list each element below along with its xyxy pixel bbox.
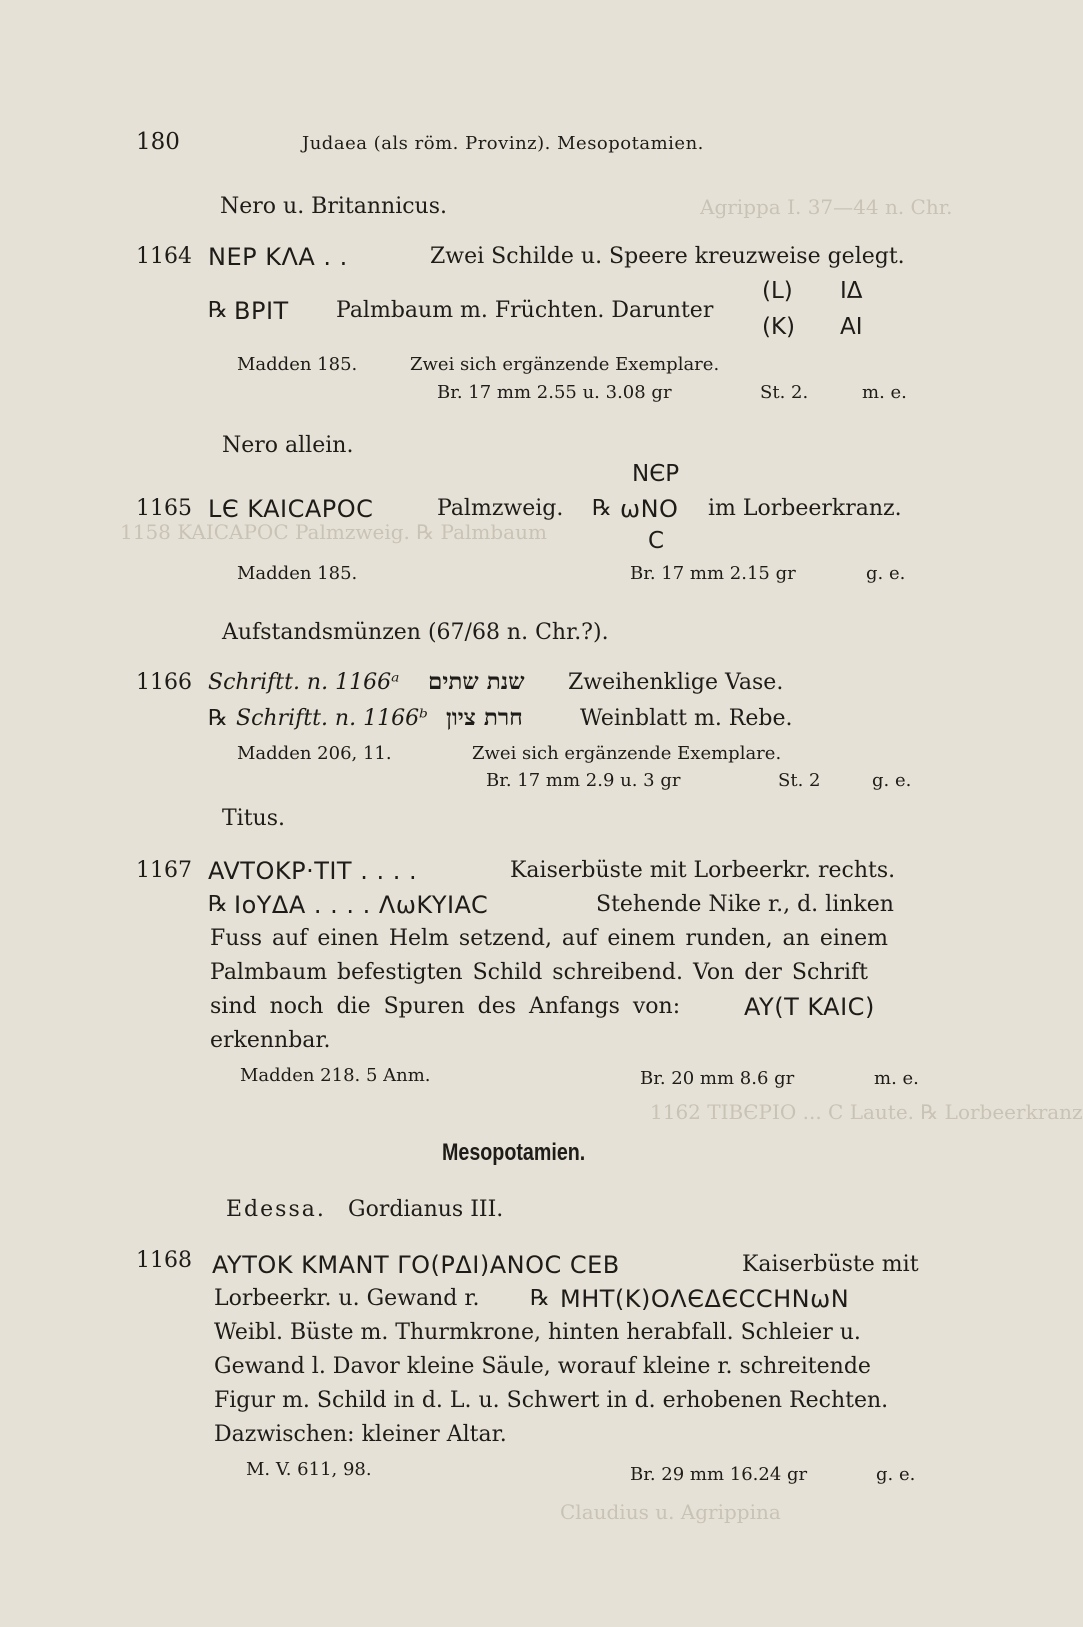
section-heading: Nero allein. bbox=[222, 433, 354, 458]
ruler-name: Gordianus III. bbox=[348, 1197, 504, 1222]
reverse-description: Palmbaum m. Früchten. Darunter bbox=[336, 298, 714, 323]
obverse-description: Kaiserbüste mit bbox=[742, 1252, 919, 1277]
reverse-description: im Lorbeerkranz. bbox=[708, 496, 902, 521]
hebrew-legend: שנת שתים bbox=[428, 668, 525, 695]
obverse-legend: LЄ KAICAPOC bbox=[208, 495, 374, 523]
reference: M. V. 611, 98. bbox=[246, 1459, 372, 1480]
date-variant: AI bbox=[840, 314, 863, 340]
reference: Madden 185. bbox=[237, 354, 358, 375]
section-title: Mesopotamien. bbox=[442, 1139, 586, 1166]
bleed-through-text: Claudius u. Agrippina bbox=[560, 1500, 781, 1524]
obverse-legend: AVTOKP·TIT . . . . bbox=[208, 857, 418, 885]
bleed-through-text: Agrippa I. 37—44 n. Chr. bbox=[700, 195, 953, 219]
description-line: Lorbeerkr. u. Gewand r. bbox=[214, 1286, 480, 1311]
grade: m. e. bbox=[874, 1068, 919, 1089]
reference: Madden 206, 11. bbox=[237, 743, 392, 764]
grade: g. e. bbox=[872, 770, 912, 791]
obverse-legend: AYTOK KMANT ΓO(PΔI)ANOC CEB bbox=[212, 1251, 620, 1279]
inline-legend: AY(T KAIC) bbox=[744, 993, 875, 1021]
reverse-legend-bottom: C bbox=[648, 528, 665, 554]
obverse-legend: Schriftt. n. 1166ᵃ bbox=[208, 670, 400, 695]
reverse-legend: Schriftt. n. 1166ᵇ bbox=[236, 706, 428, 731]
description-line: sind noch die Spuren des Anfangs von: bbox=[210, 994, 681, 1019]
entry-number: 1164 bbox=[136, 244, 192, 269]
section-heading: Titus. bbox=[222, 806, 286, 831]
section-heading: Aufstandsmünzen (67/68 n. Chr.?). bbox=[222, 620, 609, 645]
note: Zwei sich ergänzende Exemplare. bbox=[410, 354, 720, 375]
grade: g. e. bbox=[876, 1464, 916, 1485]
reverse-legend: MHT(K)OΛЄΔЄCCHNωN bbox=[560, 1285, 850, 1313]
description-line: Fuss auf einen Helm setzend, auf einem runden, an einem bbox=[210, 926, 888, 951]
reference: Madden 185. bbox=[237, 563, 358, 584]
specimen-size: Br. 17 mm 2.9 u. 3 gr bbox=[486, 770, 681, 791]
description-line: Weibl. Büste m. Thurmkrone, hinten herabfall. Schleier u. bbox=[214, 1320, 861, 1345]
reverse-sign: ℞ bbox=[208, 706, 228, 731]
bleed-through-text: 1158 KAICAPOC Palmzweig. ℞ Palmbaum bbox=[120, 520, 547, 544]
entry-number: 1165 bbox=[136, 496, 192, 521]
reference: Madden 218. 5 Anm. bbox=[240, 1065, 431, 1086]
mint-name: Edessa. bbox=[226, 1197, 326, 1222]
reverse-legend: IoYΔA . . . . ΛωKYIAC bbox=[234, 891, 489, 919]
specimen-count: St. 2. bbox=[760, 382, 809, 403]
obverse-description: Zweihenklige Vase. bbox=[568, 670, 784, 695]
page-number: 180 bbox=[136, 129, 180, 155]
reverse-sign: ℞ bbox=[592, 496, 612, 521]
reverse-legend: BPIT bbox=[234, 297, 289, 325]
description-line: Figur m. Schild in d. L. u. Schwert in d. erhobenen Rechten. bbox=[214, 1388, 889, 1413]
description-line: Dazwischen: kleiner Altar. bbox=[214, 1422, 507, 1447]
reverse-description: Stehende Nike r., d. linken bbox=[596, 892, 894, 917]
obverse-description: Kaiserbüste mit Lorbeerkr. rechts. bbox=[510, 858, 896, 883]
reverse-sign: ℞ bbox=[530, 1286, 550, 1311]
obverse-legend: NEP KΛA . . bbox=[208, 243, 348, 271]
date-variant: IΔ bbox=[840, 278, 863, 304]
grade: m. e. bbox=[862, 382, 907, 403]
specimen-size: Br. 17 mm 2.15 gr bbox=[630, 563, 796, 584]
grade: g. e. bbox=[866, 563, 906, 584]
description-line: Gewand l. Davor kleine Säule, worauf kleine r. schreitende bbox=[214, 1354, 871, 1379]
hebrew-legend: חרת ציון bbox=[446, 704, 523, 731]
description-line: Palmbaum befestigten Schild schreibend. Von der Schrift bbox=[210, 960, 868, 985]
specimen-size: Br. 29 mm 16.24 gr bbox=[630, 1464, 808, 1485]
obverse-description: Palmzweig. bbox=[437, 496, 564, 521]
running-title: Judaea (als röm. Provinz). Mesopotamien. bbox=[302, 133, 704, 154]
specimen-size: Br. 17 mm 2.55 u. 3.08 gr bbox=[437, 382, 672, 403]
note: Zwei sich ergänzende Exemplare. bbox=[472, 743, 782, 764]
date-variant: (K) bbox=[762, 314, 796, 340]
reverse-description: Weinblatt m. Rebe. bbox=[580, 706, 793, 731]
reverse-sign: ℞ bbox=[208, 892, 228, 917]
reverse-legend-top: NЄP bbox=[632, 461, 680, 487]
obverse-description: Zwei Schilde u. Speere kreuzweise gelegt. bbox=[430, 244, 905, 269]
bleed-through-text: 1162 TIBЄPIO ... C Laute. ℞ Lorbeerkranz bbox=[650, 1100, 1083, 1124]
reverse-legend: ωNO bbox=[620, 495, 679, 523]
entry-number: 1168 bbox=[136, 1248, 192, 1273]
specimen-size: Br. 20 mm 8.6 gr bbox=[640, 1068, 795, 1089]
reverse-sign: ℞ bbox=[208, 298, 228, 323]
entry-number: 1166 bbox=[136, 670, 192, 695]
entry-number: 1167 bbox=[136, 858, 192, 883]
date-variant: (L) bbox=[762, 278, 793, 304]
description-line: erkennbar. bbox=[210, 1028, 331, 1053]
specimen-count: St. 2 bbox=[778, 770, 821, 791]
section-heading: Nero u. Britannicus. bbox=[220, 194, 448, 219]
